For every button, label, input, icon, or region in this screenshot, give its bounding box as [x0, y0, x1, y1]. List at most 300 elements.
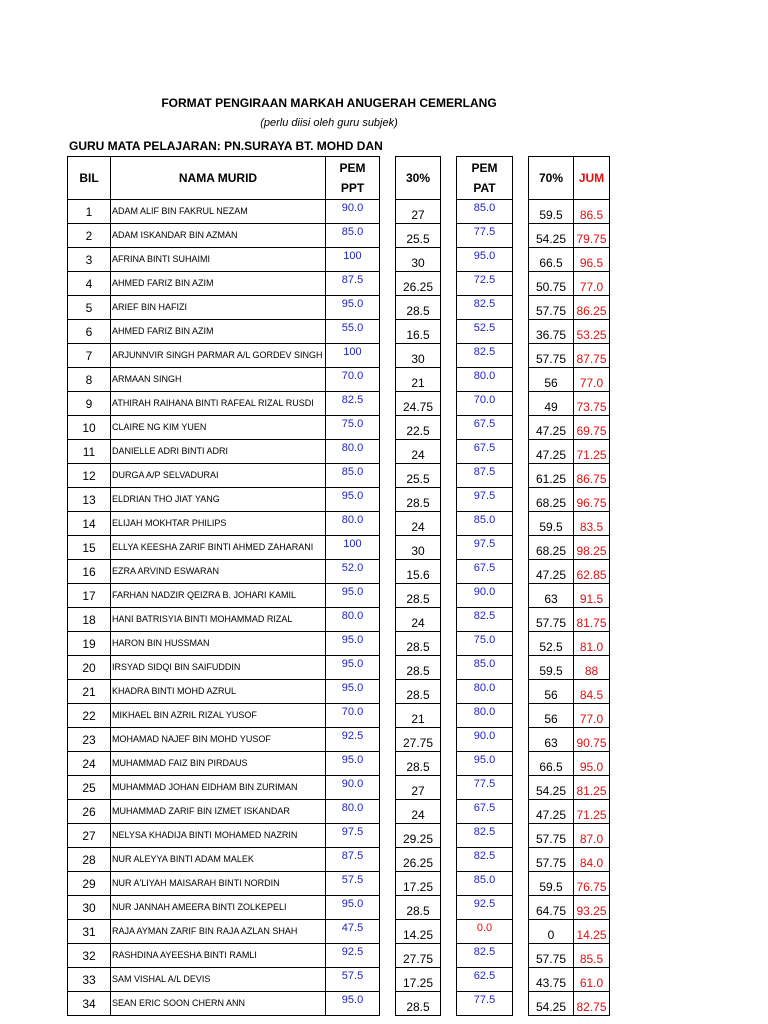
student-name-text: ADAM ISKANDAR BIN AZMAN	[112, 230, 238, 240]
table-row	[68, 704, 610, 728]
cell-pem-ppt: 75.0	[326, 416, 380, 440]
cell-spacer	[513, 224, 529, 248]
cell-pem-ppt: 95.0	[326, 584, 380, 608]
cell-bil: 23	[68, 728, 111, 752]
cell-30-percent: 21	[396, 368, 441, 392]
cell-spacer	[513, 512, 529, 536]
cell-student-name	[111, 776, 326, 800]
cell-70-percent: 54.25	[529, 776, 574, 800]
cell-pem-pat: 82.5	[457, 344, 513, 368]
table-row	[68, 296, 610, 320]
cell-70-percent: 56	[529, 368, 574, 392]
cell-spacer	[380, 704, 396, 728]
cell-spacer	[441, 560, 457, 584]
cell-pem-pat: 95.0	[457, 752, 513, 776]
cell-jum: 77.0	[574, 272, 610, 296]
cell-pem-ppt: 100	[326, 536, 380, 560]
cell-70-percent: 66.5	[529, 248, 574, 272]
cell-30-percent: 25.5	[396, 224, 441, 248]
cell-spacer	[380, 632, 396, 656]
cell-spacer	[513, 680, 529, 704]
cell-70-percent: 68.25	[529, 488, 574, 512]
cell-spacer	[380, 248, 396, 272]
cell-30-percent: 30	[396, 536, 441, 560]
student-name-text: SEAN ERIC SOON CHERN ANN	[112, 998, 246, 1008]
cell-30-percent: 30	[396, 248, 441, 272]
cell-spacer	[513, 896, 529, 920]
cell-pem-ppt: 85.0	[326, 464, 380, 488]
cell-student-name	[111, 656, 326, 680]
cell-70-percent: 56	[529, 704, 574, 728]
cell-jum: 84.5	[574, 680, 610, 704]
cell-bil: 12	[68, 464, 111, 488]
cell-70-percent: 57.75	[529, 824, 574, 848]
cell-student-name	[111, 896, 326, 920]
document-subtitle: (perlu diisi oleh guru subjek)	[260, 117, 398, 129]
cell-spacer	[380, 920, 396, 944]
cell-spacer	[441, 368, 457, 392]
table-row	[68, 368, 610, 392]
cell-70-percent: 68.25	[529, 536, 574, 560]
cell-bil: 26	[68, 800, 111, 824]
table-row	[68, 920, 610, 944]
student-name-text: NUR A'LIYAH MAISARAH BINTI NORDIN	[112, 878, 280, 888]
cell-bil: 19	[68, 632, 111, 656]
cell-student-name	[111, 440, 326, 464]
cell-bil: 28	[68, 848, 111, 872]
cell-bil: 25	[68, 776, 111, 800]
cell-spacer	[441, 416, 457, 440]
cell-spacer	[441, 752, 457, 776]
cell-student-name	[111, 704, 326, 728]
cell-spacer	[441, 608, 457, 632]
cell-pem-ppt: 97.5	[326, 824, 380, 848]
cell-pem-pat: 85.0	[457, 656, 513, 680]
cell-spacer	[441, 680, 457, 704]
cell-spacer	[513, 944, 529, 968]
student-name-text: ADAM ALIF BIN FAKRUL NEZAM	[112, 206, 248, 216]
cell-30-percent: 28.5	[396, 752, 441, 776]
cell-pem-pat: 82.5	[457, 944, 513, 968]
cell-spacer	[441, 224, 457, 248]
cell-pem-ppt: 80.0	[326, 440, 380, 464]
student-name-text: MIKHAEL BIN AZRIL RIZAL YUSOF	[112, 710, 257, 720]
cell-pem-pat: 72.5	[457, 272, 513, 296]
cell-pem-ppt: 90.0	[326, 200, 380, 224]
cell-jum: 87.75	[574, 344, 610, 368]
cell-jum: 53.25	[574, 320, 610, 344]
cell-jum: 95.0	[574, 752, 610, 776]
cell-spacer	[513, 752, 529, 776]
cell-70-percent: 57.75	[529, 848, 574, 872]
table-row	[68, 896, 610, 920]
cell-spacer	[513, 560, 529, 584]
table-row	[68, 872, 610, 896]
cell-bil: 2	[68, 224, 111, 248]
cell-70-percent: 47.25	[529, 416, 574, 440]
cell-jum: 87.0	[574, 824, 610, 848]
cell-pem-ppt: 80.0	[326, 800, 380, 824]
cell-spacer	[513, 920, 529, 944]
cell-spacer	[441, 464, 457, 488]
cell-spacer	[441, 440, 457, 464]
cell-spacer	[513, 344, 529, 368]
cell-student-name	[111, 272, 326, 296]
cell-student-name	[111, 392, 326, 416]
cell-spacer	[380, 968, 396, 992]
cell-jum: 82.75	[574, 992, 610, 1016]
cell-spacer	[513, 824, 529, 848]
header-jum: JUM	[574, 157, 610, 200]
cell-jum: 71.25	[574, 800, 610, 824]
cell-pem-ppt: 95.0	[326, 680, 380, 704]
cell-bil: 16	[68, 560, 111, 584]
cell-pem-pat: 95.0	[457, 248, 513, 272]
cell-spacer	[441, 944, 457, 968]
cell-spacer	[513, 968, 529, 992]
student-name-text: RASHDINA AYEESHA BINTI RAMLI	[112, 950, 257, 960]
cell-spacer	[441, 992, 457, 1016]
header-nama-murid: NAMA MURID	[111, 157, 326, 200]
cell-spacer	[441, 344, 457, 368]
cell-bil: 5	[68, 296, 111, 320]
cell-30-percent: 25.5	[396, 464, 441, 488]
cell-spacer	[441, 656, 457, 680]
cell-student-name	[111, 680, 326, 704]
cell-spacer	[513, 296, 529, 320]
cell-30-percent: 17.25	[396, 968, 441, 992]
cell-spacer	[380, 824, 396, 848]
cell-pem-ppt: 85.0	[326, 224, 380, 248]
cell-pem-pat: 67.5	[457, 416, 513, 440]
student-name-text: DANIELLE ADRI BINTI ADRI	[112, 446, 229, 456]
cell-spacer	[513, 464, 529, 488]
cell-jum: 81.0	[574, 632, 610, 656]
cell-30-percent: 27	[396, 200, 441, 224]
cell-jum: 86.75	[574, 464, 610, 488]
cell-bil: 21	[68, 680, 111, 704]
cell-70-percent: 47.25	[529, 560, 574, 584]
cell-spacer	[513, 992, 529, 1016]
header-30-percent: 30%	[396, 157, 441, 200]
cell-70-percent: 64.75	[529, 896, 574, 920]
cell-spacer	[380, 896, 396, 920]
student-name-text: NUR ALEYYA BINTI ADAM MALEK	[112, 854, 254, 864]
cell-spacer	[513, 392, 529, 416]
cell-spacer	[513, 800, 529, 824]
cell-pem-pat: 80.0	[457, 704, 513, 728]
cell-spacer	[380, 848, 396, 872]
cell-bil: 7	[68, 344, 111, 368]
cell-spacer	[513, 272, 529, 296]
student-name-text: HANI BATRISYIA BINTI MOHAMMAD RIZAL	[112, 614, 293, 624]
cell-spacer	[441, 776, 457, 800]
cell-30-percent: 28.5	[396, 896, 441, 920]
cell-student-name	[111, 824, 326, 848]
cell-student-name	[111, 464, 326, 488]
student-name-text: AFRINA BINTI SUHAIMI	[112, 254, 211, 264]
cell-70-percent: 36.75	[529, 320, 574, 344]
cell-jum: 77.0	[574, 704, 610, 728]
cell-bil: 3	[68, 248, 111, 272]
cell-70-percent: 59.5	[529, 200, 574, 224]
cell-pem-ppt: 95.0	[326, 656, 380, 680]
student-name-text: ARMAAN SINGH	[112, 374, 182, 384]
header-pem-pat	[457, 157, 513, 200]
table-row	[68, 680, 610, 704]
cell-pem-ppt: 87.5	[326, 848, 380, 872]
cell-spacer	[441, 872, 457, 896]
cell-spacer	[513, 704, 529, 728]
cell-pem-ppt: 47.5	[326, 920, 380, 944]
cell-spacer	[441, 632, 457, 656]
cell-spacer	[380, 608, 396, 632]
header-spacer	[513, 157, 529, 200]
cell-30-percent: 28.5	[396, 296, 441, 320]
cell-spacer	[380, 344, 396, 368]
cell-spacer	[380, 272, 396, 296]
cell-pem-ppt: 70.0	[326, 368, 380, 392]
table-row	[68, 344, 610, 368]
cell-pem-ppt: 100	[326, 344, 380, 368]
cell-jum: 79.75	[574, 224, 610, 248]
cell-pem-pat: 90.0	[457, 584, 513, 608]
cell-student-name	[111, 992, 326, 1016]
header-pem-ppt	[326, 157, 380, 200]
cell-bil: 18	[68, 608, 111, 632]
cell-spacer	[441, 920, 457, 944]
cell-bil: 33	[68, 968, 111, 992]
cell-bil: 4	[68, 272, 111, 296]
cell-30-percent: 29.25	[396, 824, 441, 848]
cell-bil: 24	[68, 752, 111, 776]
cell-spacer	[441, 248, 457, 272]
cell-spacer	[380, 512, 396, 536]
cell-bil: 34	[68, 992, 111, 1016]
student-name-text: MUHAMMAD JOHAN EIDHAM BIN ZURIMAN	[112, 782, 298, 792]
cell-jum: 81.25	[574, 776, 610, 800]
cell-70-percent: 63	[529, 584, 574, 608]
table-row	[68, 968, 610, 992]
cell-jum: 98.25	[574, 536, 610, 560]
header-bil: BIL	[68, 157, 111, 200]
teacher-line: GURU MATA PELAJARAN: PN.SURAYA BT. MOHD DAN	[69, 139, 383, 153]
cell-jum: 83.5	[574, 512, 610, 536]
document-title: FORMAT PENGIRAAN MARKAH ANUGERAH CEMERLANG	[161, 96, 497, 110]
marks-table	[67, 156, 610, 1016]
cell-bil: 13	[68, 488, 111, 512]
cell-70-percent: 0	[529, 920, 574, 944]
cell-spacer	[441, 536, 457, 560]
cell-70-percent: 47.25	[529, 800, 574, 824]
cell-pem-ppt: 82.5	[326, 392, 380, 416]
cell-30-percent: 21	[396, 704, 441, 728]
cell-student-name	[111, 944, 326, 968]
header-pem-pat-line1: PEM	[471, 161, 498, 175]
cell-pem-pat: 82.5	[457, 848, 513, 872]
table-row	[68, 224, 610, 248]
cell-30-percent: 24	[396, 800, 441, 824]
student-name-text: MUHAMMAD ZARIF BIN IZMET ISKANDAR	[112, 806, 290, 816]
cell-30-percent: 15.6	[396, 560, 441, 584]
cell-pem-ppt: 95.0	[326, 488, 380, 512]
cell-30-percent: 27.75	[396, 944, 441, 968]
cell-30-percent: 28.5	[396, 992, 441, 1016]
cell-pem-pat: 70.0	[457, 392, 513, 416]
cell-70-percent: 56	[529, 680, 574, 704]
student-name-text: NUR JANNAH AMEERA BINTI ZOLKEPELI	[112, 902, 287, 912]
cell-spacer	[380, 368, 396, 392]
table-row	[68, 776, 610, 800]
cell-student-name	[111, 488, 326, 512]
cell-spacer	[441, 824, 457, 848]
cell-spacer	[513, 248, 529, 272]
cell-30-percent: 28.5	[396, 584, 441, 608]
cell-spacer	[380, 560, 396, 584]
cell-pem-pat: 80.0	[457, 368, 513, 392]
cell-student-name	[111, 752, 326, 776]
cell-pem-pat: 97.5	[457, 488, 513, 512]
cell-jum: 62.85	[574, 560, 610, 584]
cell-pem-ppt: 52.0	[326, 560, 380, 584]
cell-30-percent: 24.75	[396, 392, 441, 416]
cell-pem-pat: 75.0	[457, 632, 513, 656]
cell-bil: 8	[68, 368, 111, 392]
cell-pem-ppt: 95.0	[326, 632, 380, 656]
cell-pem-pat: 0.0	[457, 920, 513, 944]
cell-student-name	[111, 584, 326, 608]
table-row	[68, 632, 610, 656]
cell-jum: 69.75	[574, 416, 610, 440]
cell-spacer	[380, 440, 396, 464]
cell-student-name	[111, 872, 326, 896]
table-row	[68, 848, 610, 872]
cell-30-percent: 27.75	[396, 728, 441, 752]
table-row	[68, 320, 610, 344]
cell-bil: 27	[68, 824, 111, 848]
table-row	[68, 944, 610, 968]
cell-spacer	[380, 776, 396, 800]
cell-30-percent: 16.5	[396, 320, 441, 344]
cell-pem-pat: 97.5	[457, 536, 513, 560]
cell-spacer	[513, 728, 529, 752]
cell-jum: 88	[574, 656, 610, 680]
student-name-text: CLAIRE NG KIM YUEN	[112, 422, 207, 432]
cell-spacer	[441, 968, 457, 992]
cell-30-percent: 28.5	[396, 656, 441, 680]
cell-jum: 86.25	[574, 296, 610, 320]
cell-pem-ppt: 95.0	[326, 896, 380, 920]
cell-spacer	[513, 848, 529, 872]
cell-70-percent: 54.25	[529, 992, 574, 1016]
cell-pem-ppt: 95.0	[326, 752, 380, 776]
cell-jum: 90.75	[574, 728, 610, 752]
table-row	[68, 440, 610, 464]
cell-bil: 6	[68, 320, 111, 344]
cell-spacer	[513, 416, 529, 440]
table-row	[68, 560, 610, 584]
table-row	[68, 464, 610, 488]
cell-spacer	[441, 848, 457, 872]
cell-pem-ppt: 70.0	[326, 704, 380, 728]
cell-pem-ppt: 80.0	[326, 512, 380, 536]
cell-jum: 81.75	[574, 608, 610, 632]
table-row	[68, 992, 610, 1016]
cell-spacer	[380, 800, 396, 824]
cell-pem-ppt: 95.0	[326, 296, 380, 320]
table-row	[68, 728, 610, 752]
cell-pem-ppt: 92.5	[326, 728, 380, 752]
cell-pem-pat: 67.5	[457, 560, 513, 584]
cell-pem-ppt: 92.5	[326, 944, 380, 968]
cell-spacer	[513, 632, 529, 656]
cell-jum: 86.5	[574, 200, 610, 224]
cell-30-percent: 26.25	[396, 848, 441, 872]
cell-pem-ppt: 100	[326, 248, 380, 272]
cell-student-name	[111, 248, 326, 272]
header-spacer	[441, 157, 457, 200]
table-row	[68, 800, 610, 824]
cell-pem-ppt: 55.0	[326, 320, 380, 344]
cell-spacer	[513, 584, 529, 608]
cell-jum: 71.25	[574, 440, 610, 464]
cell-student-name	[111, 608, 326, 632]
cell-student-name	[111, 632, 326, 656]
student-name-text: HARON BIN HUSSMAN	[112, 638, 210, 648]
student-name-text: AHMED FARIZ BIN AZIM	[112, 326, 214, 336]
cell-student-name	[111, 224, 326, 248]
cell-jum: 85.5	[574, 944, 610, 968]
student-name-text: EZRA ARVIND ESWARAN	[112, 566, 220, 576]
student-name-text: SAM VISHAL A/L DEVIS	[112, 974, 211, 984]
cell-jum: 96.75	[574, 488, 610, 512]
student-name-text: RAJA AYMAN ZARIF BIN RAJA AZLAN SHAH	[112, 926, 298, 936]
table-row	[68, 248, 610, 272]
cell-spacer	[513, 608, 529, 632]
cell-70-percent: 52.5	[529, 632, 574, 656]
cell-spacer	[441, 896, 457, 920]
cell-pem-pat: 77.5	[457, 224, 513, 248]
cell-spacer	[380, 296, 396, 320]
student-name-text: ELDRIAN THO JIAT YANG	[112, 494, 220, 504]
table-header-row	[68, 157, 610, 200]
cell-spacer	[441, 320, 457, 344]
cell-pem-pat: 85.0	[457, 872, 513, 896]
cell-spacer	[441, 704, 457, 728]
cell-spacer	[380, 464, 396, 488]
cell-jum: 96.5	[574, 248, 610, 272]
cell-spacer	[380, 752, 396, 776]
cell-30-percent: 27	[396, 776, 441, 800]
table-row	[68, 488, 610, 512]
table-row	[68, 584, 610, 608]
cell-pem-pat: 87.5	[457, 464, 513, 488]
student-name-text: KHADRA BINTI MOHD AZRUL	[112, 686, 237, 696]
cell-70-percent: 59.5	[529, 512, 574, 536]
cell-70-percent: 61.25	[529, 464, 574, 488]
cell-spacer	[441, 800, 457, 824]
cell-jum: 76.75	[574, 872, 610, 896]
student-name-text: MUHAMMAD FAIZ BIN PIRDAUS	[112, 758, 248, 768]
cell-spacer	[441, 296, 457, 320]
table-row	[68, 752, 610, 776]
cell-spacer	[513, 200, 529, 224]
cell-student-name	[111, 296, 326, 320]
cell-student-name	[111, 848, 326, 872]
cell-70-percent: 59.5	[529, 656, 574, 680]
cell-jum: 91.5	[574, 584, 610, 608]
cell-30-percent: 28.5	[396, 488, 441, 512]
